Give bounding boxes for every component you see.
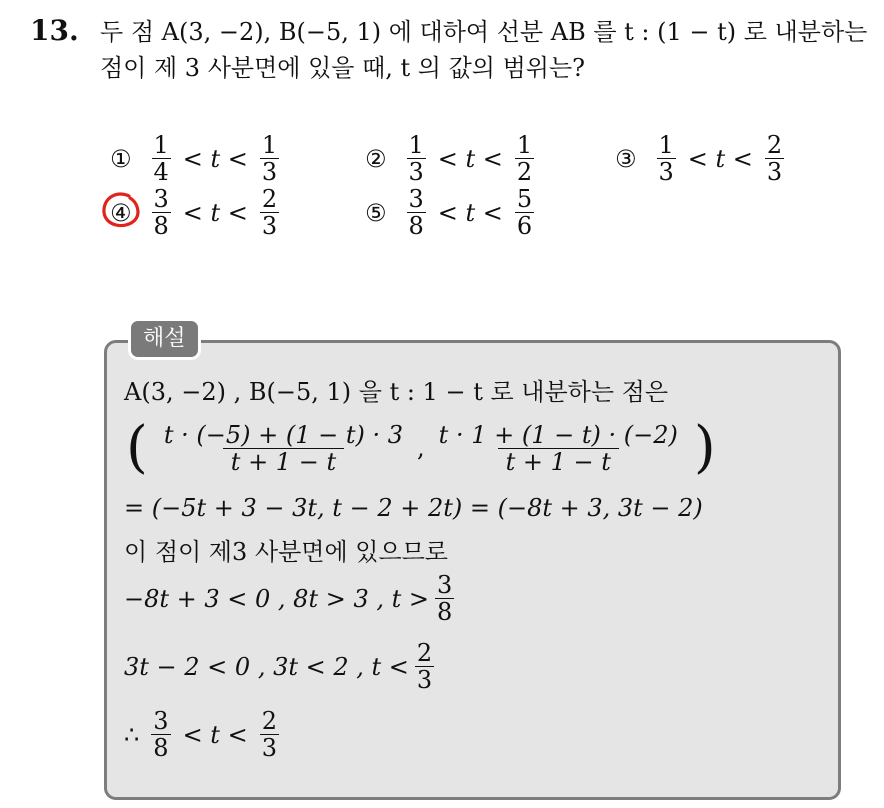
question-number: 13.: [30, 14, 79, 47]
solution-line-5-fraction: $\frac{3}{8}$: [437, 571, 453, 626]
choice-3-relation: < t <: [687, 144, 753, 173]
choice-4-right-fraction: $\frac{2}{3}$: [261, 185, 278, 240]
solution-line-5: −8t + 3 < 0 , 8t > 3 , t > $\frac{3}{8}$: [124, 571, 453, 626]
choice-1-marker: ①: [110, 144, 132, 173]
solution-tag: 해설: [128, 318, 201, 360]
therefore-symbol: ∴: [124, 720, 140, 749]
solution-line-6-fraction: $\frac{2}{3}$: [416, 639, 433, 694]
choice-5-right-fraction: $\frac{5}{6}$: [516, 185, 533, 240]
choice-1[interactable]: [110, 132, 285, 185]
question-text-line-1: 두 점 A(3, −2), B(−5, 1) 에 대하여 선분 AB 를 t : (1 − t) 로 내분하는: [100, 18, 868, 46]
solution-line-2: [124, 415, 718, 480]
choice-3[interactable]: [615, 132, 790, 185]
solution-fraction-y: $\frac{t \cdot 1 + (1 - t) \cdot (-2)}{t + 1 - t}$: [438, 420, 678, 476]
choice-1-relation: < t <: [182, 144, 248, 173]
choice-1-right-fraction: $\frac{1}{3}$: [261, 131, 278, 186]
right-paren: ): [693, 415, 716, 480]
solution-line-6: 3t − 2 < 0 , 3t < 2 , t < $\frac{2}{3}$: [124, 639, 433, 694]
choice-5-relation: < t <: [437, 198, 503, 227]
choice-2-relation: < t <: [437, 144, 503, 173]
choice-5-marker: ⑤: [365, 198, 387, 227]
solution-line-3: = (−5t + 3 − 3t, t − 2 + 2t) = (−8t + 3, 3t − 2): [124, 494, 703, 522]
solution-line-1: A(3, −2) , B(−5, 1) 을 t : 1 − t 로 내분하는 점은: [124, 378, 669, 406]
solution-line-4: 이 점이 제3 사분면에 있으므로: [124, 538, 448, 566]
choice-3-left-fraction: $\frac{1}{3}$: [658, 131, 674, 186]
choice-4-left-fraction: $\frac{3}{8}$: [153, 185, 169, 240]
choice-2-left-fraction: $\frac{1}{3}$: [408, 131, 424, 186]
choice-2[interactable]: [365, 132, 540, 185]
choice-4-relation: < t <: [182, 198, 248, 227]
choice-3-right-fraction: $\frac{2}{3}$: [766, 131, 783, 186]
solution-line-7: ∴ $\frac{3}{8}$ < t < $\frac{2}{3}$: [124, 707, 277, 762]
choice-5-left-fraction: $\frac{3}{8}$: [408, 185, 424, 240]
solution-line-7-left-fraction: $\frac{3}{8}$: [153, 707, 169, 762]
choice-1-left-fraction: $\frac{1}{4}$: [153, 131, 169, 186]
choice-2-marker: ②: [365, 144, 387, 173]
choice-3-marker: ③: [615, 144, 637, 173]
choice-4-marker: ④: [110, 198, 132, 227]
comma: ,: [417, 434, 425, 462]
question-text-line-2: 점이 제 3 사분면에 있을 때, t 의 값의 범위는?: [100, 54, 586, 82]
choice-5[interactable]: [365, 186, 540, 239]
choice-2-right-fraction: $\frac{1}{2}$: [516, 131, 533, 186]
left-paren: (: [126, 415, 148, 480]
choice-4[interactable]: [110, 186, 285, 239]
solution-fraction-x: $\frac{t \cdot (-5) + (1 - t) \cdot 3}{t + 1 - t}$: [163, 420, 404, 476]
solution-line-7-right-fraction: $\frac{2}{3}$: [261, 707, 277, 762]
